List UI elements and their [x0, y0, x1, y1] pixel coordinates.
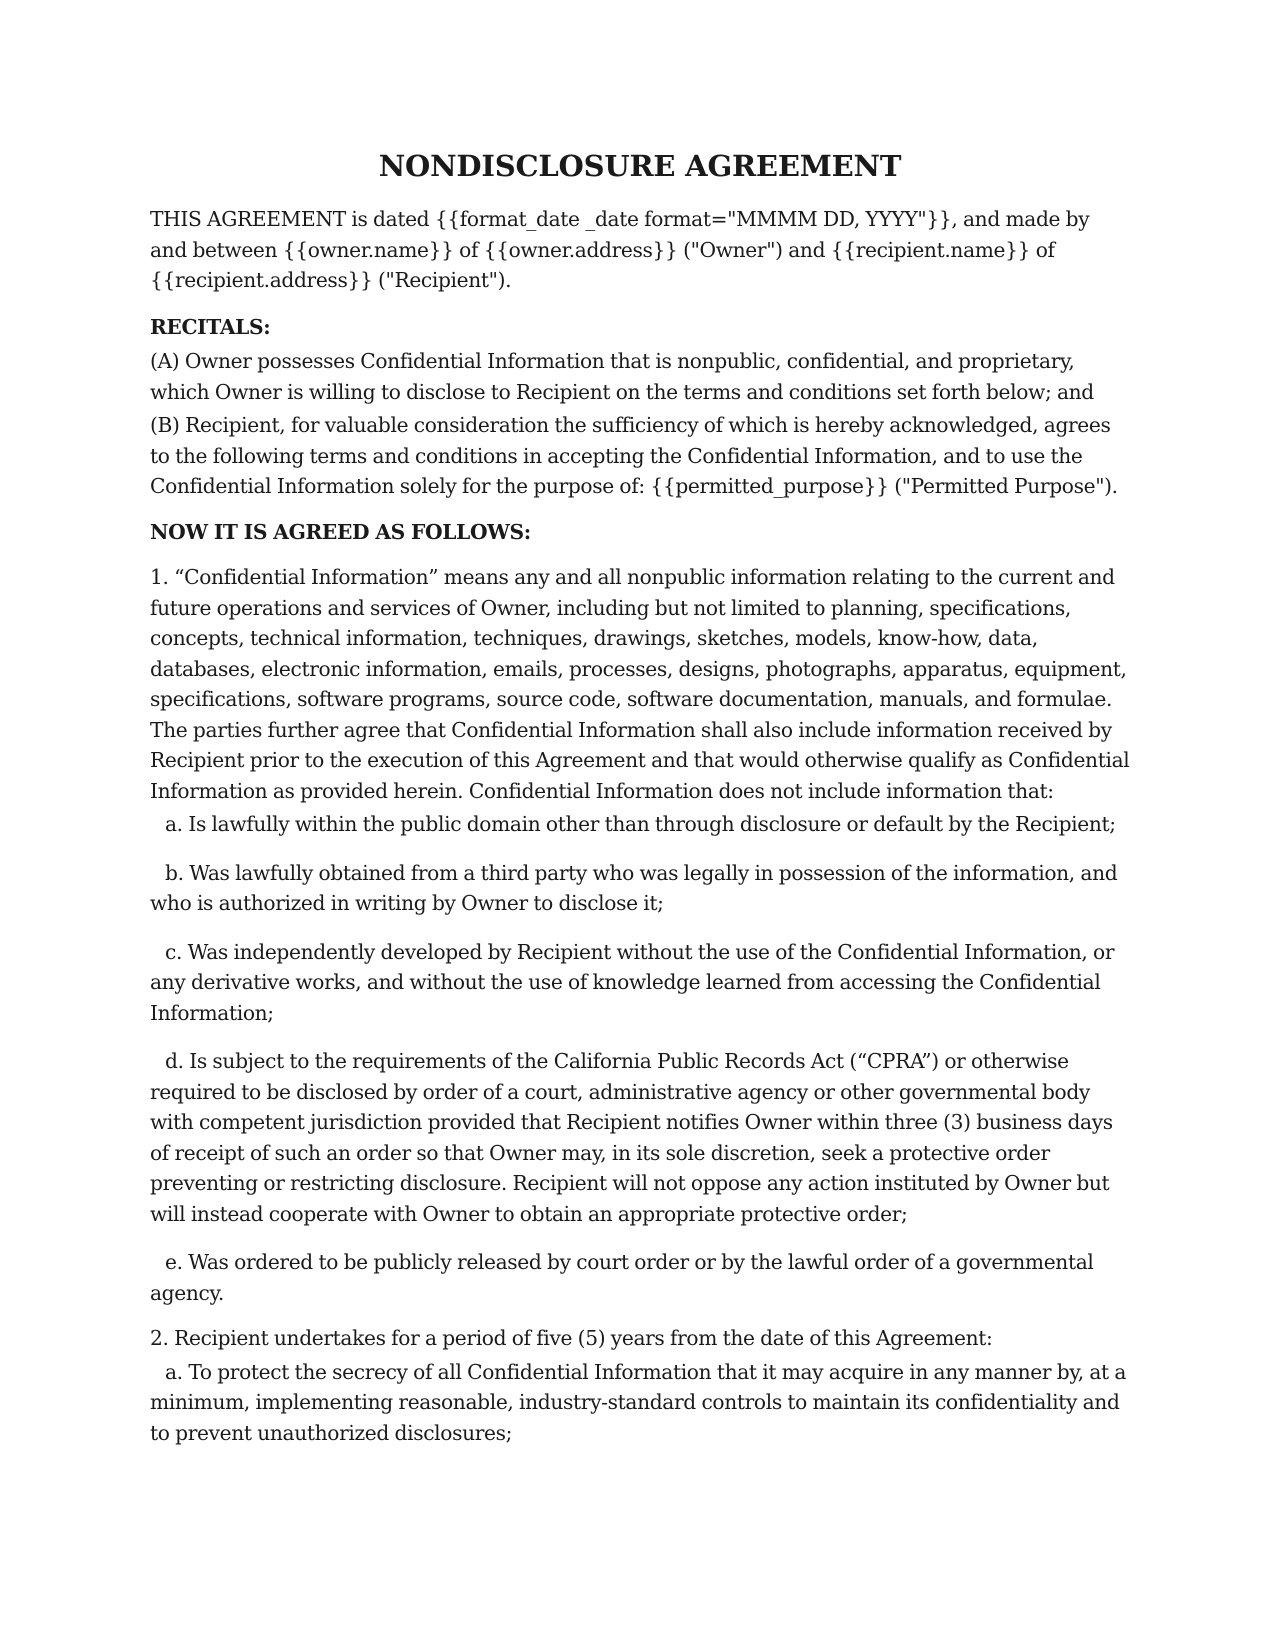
- recital-a: (A) Owner possesses Confidential Information that is nonpublic, confidential, and proprietary, which Owner is willing to disclose to Recipient on the terms and conditions set forth below; and: [150, 349, 1094, 404]
- document-title: NONDISCLOSURE AGREEMENT: [378, 149, 902, 183]
- recitals-heading: RECITALS:: [150, 314, 271, 339]
- exclusion-b: b. Was lawfully obtained from a third party who was legally in possession of the information, and who is authorized in writing by Owner to disclose it;: [150, 860, 1118, 915]
- document-body: [150, 148, 1130, 1448]
- exclusion-a: a. Is lawfully within the public domain other than through disclosure or default by the Recipient;: [165, 812, 1116, 836]
- recital-b: (B) Recipient, for valuable consideration the sufficiency of which is hereby acknowledged, agrees to the following terms and conditions in accepting the Confidential Information, and to use the Confidential Information solely for the purpose of: {{permitted_purpose}} ("Permitted Purpose").: [150, 413, 1118, 498]
- clause-2-item-a: a. To protect the secrecy of all Confidential Information that it may acquire in any manner by, at a minimum, implementing reasonable, industry-standard controls to maintain its confidentiality and to prevent unauthorized disclosures;: [150, 1359, 1127, 1445]
- intro-paragraph: THIS AGREEMENT is dated {{format_date _date format="MMMM DD, YYYY"}}, and made by and between {{owner.name}} of {{owner.address}} ("Owner") and {{recipient.name}} of {{recipient.address}} ("Recipient").: [150, 207, 1090, 292]
- exclusion-e: e. Was ordered to be publicly released by court order or by the lawful order of a governmental agency.: [150, 1250, 1094, 1305]
- agreement-heading: NOW IT IS AGREED AS FOLLOWS:: [150, 519, 531, 544]
- clause-1: 1. “Confidential Information” means any and all nonpublic information relating to the current and future operations and services of Owner, including but not limited to planning, specifications, concepts, technical information, techniques, drawings, sketches, models, know-how, data, databases, electronic information, emails, processes, designs, photographs, apparatus, equipment, specifications, software programs, source code, software documentation, manuals, and formulae. The parties further agree that Confidential Information shall also include information received by Recipient prior to the execution of this Agreement and that would otherwise qualify as Confidential Information as provided herein. Confidential Information does not include information that:: [150, 565, 1130, 803]
- exclusion-d: d. Is subject to the requirements of the California Public Records Act (“CPRA”) or otherwise required to be disclosed by order of a court, administrative agency or other governmental body with competent jurisdiction provided that Recipient notifies Owner within three (3) business days of receipt of such an order so that Owner may, in its sole discretion, seek a protective order preventing or restricting disclosure. Recipient will not oppose any action instituted by Owner but will instead cooperate with Owner to obtain an appropriate protective order;: [150, 1049, 1113, 1226]
- exclusion-c: c. Was independently developed by Recipient without the use of the Confidential Information, or any derivative works, and without the use of knowledge learned from accessing the Confidential Information;: [150, 939, 1115, 1025]
- clause-2: 2. Recipient undertakes for a period of five (5) years from the date of this Agreement:: [150, 1326, 993, 1350]
